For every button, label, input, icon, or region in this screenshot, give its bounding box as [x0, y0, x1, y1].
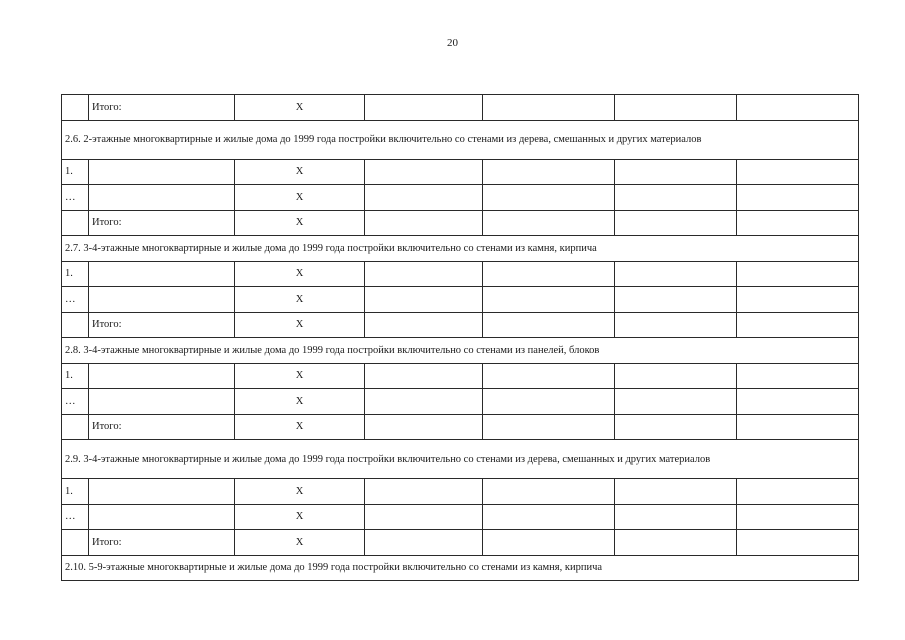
empty-cell	[615, 504, 737, 530]
x-mark-cell: X	[235, 363, 365, 389]
empty-cell	[737, 530, 859, 556]
x-mark-cell: X	[235, 261, 365, 287]
empty-cell	[737, 159, 859, 185]
row-name-cell: Итого:	[89, 414, 235, 440]
table-row-total	[62, 95, 859, 121]
empty-cell	[483, 312, 615, 338]
empty-cell	[615, 159, 737, 185]
empty-cell	[365, 414, 483, 440]
section-header-row	[62, 236, 859, 262]
row-number-cell: 1.	[62, 261, 89, 287]
empty-cell	[737, 312, 859, 338]
empty-cell	[737, 95, 859, 121]
row-number-cell: 1.	[62, 363, 89, 389]
row-name-cell	[89, 159, 235, 185]
x-mark-cell: X	[235, 159, 365, 185]
x-mark-cell: X	[235, 95, 365, 121]
table-row	[62, 479, 859, 505]
empty-cell	[615, 261, 737, 287]
row-number-cell: …	[62, 287, 89, 313]
empty-cell	[483, 185, 615, 211]
empty-cell	[483, 363, 615, 389]
empty-cell	[365, 261, 483, 287]
table-row	[62, 504, 859, 530]
row-number-cell	[62, 210, 89, 236]
row-number-cell	[62, 312, 89, 338]
empty-cell	[365, 159, 483, 185]
empty-cell	[737, 363, 859, 389]
table-row	[62, 287, 859, 313]
empty-cell	[483, 210, 615, 236]
row-number-cell: …	[62, 504, 89, 530]
row-name-cell	[89, 287, 235, 313]
empty-cell	[615, 479, 737, 505]
x-mark-cell: X	[235, 210, 365, 236]
empty-cell	[615, 363, 737, 389]
x-mark-cell: X	[235, 530, 365, 556]
table-row	[62, 185, 859, 211]
section-title: 2.10. 5-9-этажные многоквартирные и жилые дома до 1999 года постройки включительно со стенами из камня, кирпича	[62, 555, 859, 581]
x-mark-cell: X	[235, 414, 365, 440]
table-row	[62, 389, 859, 415]
x-mark-cell: X	[235, 287, 365, 313]
empty-cell	[615, 312, 737, 338]
table-row	[62, 210, 859, 236]
row-number-cell: 1.	[62, 479, 89, 505]
row-name-cell	[89, 389, 235, 415]
row-number-cell	[62, 95, 89, 121]
empty-cell	[483, 504, 615, 530]
section-header-row	[62, 120, 859, 159]
section-header-row	[62, 338, 859, 364]
empty-cell	[365, 504, 483, 530]
empty-cell	[483, 159, 615, 185]
section-header-row	[62, 555, 859, 581]
empty-cell	[737, 414, 859, 440]
empty-cell	[365, 363, 483, 389]
section-title: 2.8. 3-4-этажные многоквартирные и жилые дома до 1999 года постройки включительно со стенами из панелей, блоков	[62, 338, 859, 364]
section-title: 2.7. 3-4-этажные многоквартирные и жилые дома до 1999 года постройки включительно со стенами из камня, кирпича	[62, 236, 859, 262]
empty-cell	[483, 95, 615, 121]
row-number-cell: …	[62, 389, 89, 415]
empty-cell	[483, 389, 615, 415]
empty-cell	[737, 479, 859, 505]
empty-cell	[483, 479, 615, 505]
empty-cell	[615, 414, 737, 440]
empty-cell	[365, 312, 483, 338]
x-mark-cell: X	[235, 479, 365, 505]
row-name-cell	[89, 504, 235, 530]
row-name-cell: Итого:	[89, 312, 235, 338]
row-name-cell	[89, 261, 235, 287]
empty-cell	[483, 414, 615, 440]
table-row	[62, 363, 859, 389]
x-mark-cell: X	[235, 504, 365, 530]
empty-cell	[365, 389, 483, 415]
x-mark-cell: X	[235, 389, 365, 415]
row-name-cell	[89, 363, 235, 389]
row-name-cell: Итого:	[89, 210, 235, 236]
row-number-cell	[62, 414, 89, 440]
empty-cell	[483, 530, 615, 556]
table-row	[62, 414, 859, 440]
table-row	[62, 312, 859, 338]
empty-cell	[737, 210, 859, 236]
row-name-cell: Итого:	[89, 530, 235, 556]
row-name-cell	[89, 479, 235, 505]
row-name-cell: Итого:	[89, 95, 235, 121]
empty-cell	[615, 287, 737, 313]
empty-cell	[365, 287, 483, 313]
table-row	[62, 261, 859, 287]
page-number: 20	[447, 37, 458, 49]
row-name-cell	[89, 185, 235, 211]
empty-cell	[365, 530, 483, 556]
empty-cell	[615, 389, 737, 415]
empty-cell	[365, 185, 483, 211]
section-title: 2.6. 2-этажные многоквартирные и жилые дома до 1999 года постройки включительно со стенами из дерева, смешанных и других материалов	[62, 120, 859, 159]
table-row	[62, 159, 859, 185]
table-body	[62, 95, 859, 581]
row-number-cell: 1.	[62, 159, 89, 185]
table-row	[62, 530, 859, 556]
empty-cell	[365, 210, 483, 236]
empty-cell	[483, 287, 615, 313]
x-mark-cell: X	[235, 185, 365, 211]
section-title: 2.9. 3-4-этажные многоквартирные и жилые дома до 1999 года постройки включительно со стенами из дерева, смешанных и других материалов	[62, 440, 859, 479]
empty-cell	[615, 210, 737, 236]
row-number-cell	[62, 530, 89, 556]
section-header-row	[62, 440, 859, 479]
empty-cell	[737, 261, 859, 287]
empty-cell	[615, 185, 737, 211]
x-mark-cell: X	[235, 312, 365, 338]
empty-cell	[483, 261, 615, 287]
empty-cell	[737, 185, 859, 211]
empty-cell	[737, 504, 859, 530]
empty-cell	[615, 530, 737, 556]
buildings-table	[61, 94, 859, 581]
row-number-cell: …	[62, 185, 89, 211]
empty-cell	[365, 479, 483, 505]
empty-cell	[737, 389, 859, 415]
empty-cell	[365, 95, 483, 121]
empty-cell	[737, 287, 859, 313]
empty-cell	[615, 95, 737, 121]
